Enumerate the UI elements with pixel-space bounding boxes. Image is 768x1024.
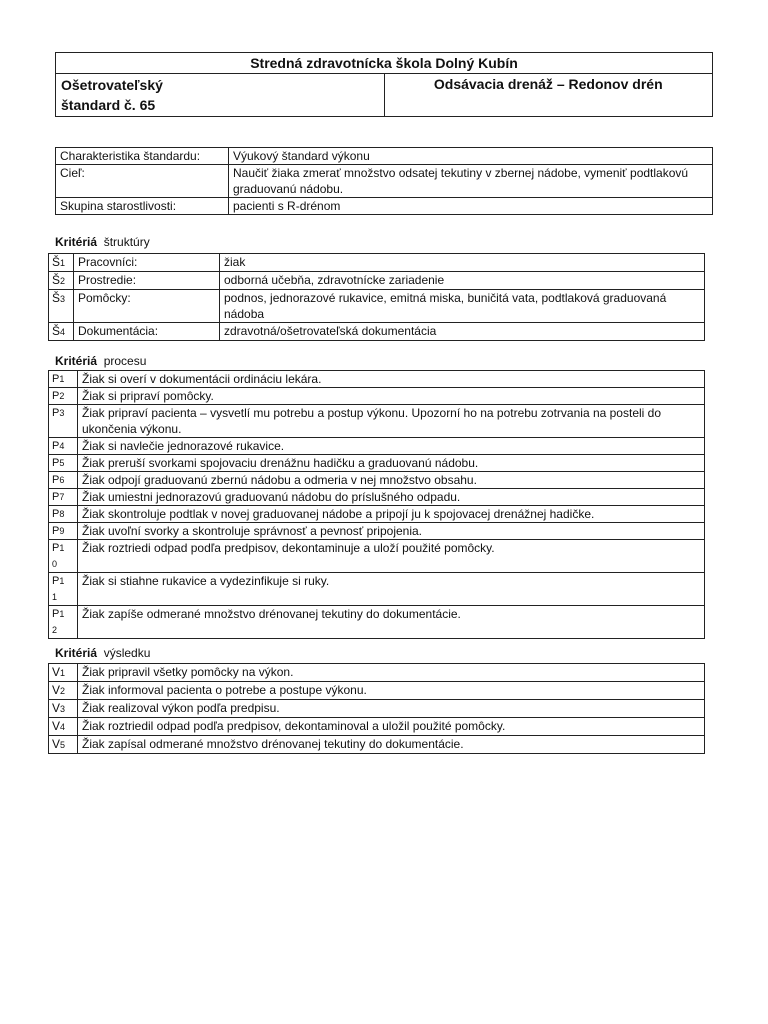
row-code — [49, 290, 74, 323]
code-number: 2 — [60, 686, 66, 696]
code-letter: Š — [52, 255, 61, 269]
result-item: Žiak roztriedil odpad podľa predpisov, dekontaminoval a uložil použité pomôcky. — [78, 718, 705, 736]
process-heading — [55, 353, 146, 369]
result-heading — [55, 645, 150, 661]
process-step: Žiak si navlečie jednorazové rukavice. — [78, 438, 705, 455]
table-row — [49, 272, 705, 290]
structure-key: Dokumentácia: — [74, 323, 220, 341]
char-value: pacienti s R-drénom — [229, 198, 713, 215]
row-code — [49, 438, 78, 455]
code-number-cont: 0 — [52, 559, 58, 569]
process-step: Žiak roztriedi odpad podľa predpisov, dekontaminuje a uloží použité pomôcky. — [78, 540, 705, 573]
code-number: 4 — [59, 441, 65, 451]
code-letter: P — [52, 373, 60, 385]
code-number: 1 — [59, 576, 65, 586]
process-step: Žiak skontroluje podtlak v novej graduovanej nádobe a pripojí ju k spojovacej drenážnej hadičke. — [78, 506, 705, 523]
code-letter: Š — [52, 273, 61, 287]
code-number: 1 — [60, 258, 66, 268]
process-step: Žiak si stiahne rukavice a vydezinfikuje si ruky. — [78, 573, 705, 606]
code-letter: P — [52, 575, 60, 587]
process-step: Žiak umiestni jednorazovú graduovanú nádobu do príslušného odpadu. — [78, 489, 705, 506]
school-name: Stredná zdravotnícka škola Dolný Kubín — [56, 53, 713, 74]
table-row — [49, 388, 705, 405]
row-code — [49, 573, 78, 606]
code-letter: P — [52, 474, 60, 486]
row-code — [49, 718, 78, 736]
table-row — [49, 540, 705, 573]
code-letter: P — [52, 508, 60, 520]
code-number: 9 — [59, 526, 65, 536]
result-item: Žiak realizoval výkon podľa predpisu. — [78, 700, 705, 718]
structure-value: podnos, jednorazové rukavice, emitná miska, buničitá vata, podtlaková graduovaná nádoba — [220, 290, 705, 323]
code-number: 2 — [59, 391, 65, 401]
structure-heading-bold: Kritériá — [55, 235, 98, 249]
structure-value: zdravotná/ošetrovateľská dokumentácia — [220, 323, 705, 341]
code-number: 1 — [60, 668, 66, 678]
row-code — [49, 682, 78, 700]
char-value: Naučiť žiaka zmerať množstvo odsatej tekutiny v zbernej nádobe, vymeniť podtlakovú graduovanú nádobu. — [229, 165, 713, 198]
result-heading-rest: výsledku — [97, 646, 151, 660]
structure-value: odborná učebňa, zdravotnícke zariadenie — [220, 272, 705, 290]
characteristics-table — [55, 147, 713, 215]
table-row — [49, 573, 705, 606]
row-code — [49, 371, 78, 388]
table-row — [56, 198, 713, 215]
standard-line-1: Ošetrovateľský — [61, 77, 163, 93]
code-letter: P — [52, 491, 60, 503]
table-row — [49, 664, 705, 682]
process-heading-bold: Kritériá — [55, 354, 98, 368]
process-step: Žiak uvoľní svorky a skontroluje správnosť a pevnosť pripojenia. — [78, 523, 705, 540]
result-table — [48, 663, 705, 754]
table-row — [49, 682, 705, 700]
code-number-cont: 1 — [52, 592, 58, 602]
standard-title: Odsávacia drenáž – Redonov drén — [384, 74, 713, 117]
code-letter: V — [52, 737, 61, 751]
row-code — [49, 472, 78, 489]
code-letter: P — [52, 407, 60, 419]
standard-number — [56, 74, 385, 117]
row-code — [49, 405, 78, 438]
table-row — [49, 736, 705, 754]
code-letter: Š — [52, 291, 61, 305]
table-row — [49, 405, 705, 438]
row-code — [49, 254, 74, 272]
code-number: 5 — [60, 740, 66, 750]
table-row — [49, 254, 705, 272]
row-code — [49, 540, 78, 573]
table-row — [49, 371, 705, 388]
code-letter: V — [52, 719, 61, 733]
char-value: Výukový štandard výkonu — [229, 148, 713, 165]
row-code — [49, 506, 78, 523]
code-letter: V — [52, 665, 61, 679]
process-heading-rest: procesu — [97, 354, 147, 368]
table-row — [49, 523, 705, 540]
code-number: 6 — [59, 475, 65, 485]
row-code — [49, 736, 78, 754]
table-row — [49, 438, 705, 455]
code-number: 3 — [59, 408, 65, 418]
code-letter: P — [52, 457, 60, 469]
code-number: 4 — [60, 722, 66, 732]
result-item: Žiak pripravil všetky pomôcky na výkon. — [78, 664, 705, 682]
standard-line-2: štandard č. 65 — [61, 97, 156, 113]
structure-table — [48, 253, 705, 341]
process-step: Žiak pripraví pacienta – vysvetlí mu potrebu a postup výkonu. Upozorní ho na potrebu zotrvania na posteli do ukončenia výkonu. — [78, 405, 705, 438]
structure-heading-rest: štruktúry — [97, 235, 150, 249]
char-key: Skupina starostlivosti: — [56, 198, 229, 215]
table-row — [49, 290, 705, 323]
code-number: 7 — [59, 492, 65, 502]
process-table — [48, 370, 705, 639]
structure-key: Pracovníci: — [74, 254, 220, 272]
process-step: Žiak preruší svorkami spojovaciu drenážnu hadičku a graduovanú nádobu. — [78, 455, 705, 472]
table-row — [49, 606, 705, 639]
table-row — [49, 700, 705, 718]
header-table — [55, 52, 713, 117]
process-step: Žiak si pripraví pomôcky. — [78, 388, 705, 405]
table-row — [56, 165, 713, 198]
code-number: 5 — [59, 458, 65, 468]
code-letter: P — [52, 542, 60, 554]
code-number: 2 — [60, 276, 66, 286]
row-code — [49, 455, 78, 472]
row-code — [49, 489, 78, 506]
result-heading-bold: Kritériá — [55, 646, 98, 660]
table-row — [49, 718, 705, 736]
process-step: Žiak odpojí graduovanú zbernú nádobu a odmeria v nej množstvo obsahu. — [78, 472, 705, 489]
process-step: Žiak si overí v dokumentácii ordináciu lekára. — [78, 371, 705, 388]
code-number: 3 — [60, 704, 66, 714]
code-number: 8 — [59, 509, 65, 519]
code-number: 1 — [59, 374, 65, 384]
process-step: Žiak zapíše odmerané množstvo drénovanej tekutiny do dokumentácie. — [78, 606, 705, 639]
code-letter: P — [52, 440, 60, 452]
row-code — [49, 664, 78, 682]
structure-key: Prostredie: — [74, 272, 220, 290]
code-number: 4 — [60, 327, 66, 337]
table-row — [49, 455, 705, 472]
structure-value: žiak — [220, 254, 705, 272]
code-letter: P — [52, 608, 60, 620]
code-letter: V — [52, 701, 61, 715]
row-code — [49, 606, 78, 639]
row-code — [49, 523, 78, 540]
table-row — [49, 506, 705, 523]
char-key: Charakteristika štandardu: — [56, 148, 229, 165]
table-row — [49, 472, 705, 489]
code-letter: V — [52, 683, 61, 697]
code-letter: Š — [52, 324, 61, 338]
row-code — [49, 700, 78, 718]
code-number-cont: 2 — [52, 625, 58, 635]
code-letter: P — [52, 390, 60, 402]
table-row — [49, 489, 705, 506]
table-row — [49, 323, 705, 341]
row-code — [49, 272, 74, 290]
char-key: Cieľ: — [56, 165, 229, 198]
row-code — [49, 323, 74, 341]
code-letter: P — [52, 525, 60, 537]
row-code — [49, 388, 78, 405]
code-number: 3 — [60, 294, 66, 304]
code-number: 1 — [59, 543, 65, 553]
structure-heading — [55, 234, 150, 250]
table-row — [56, 148, 713, 165]
structure-key: Pomôcky: — [74, 290, 220, 323]
code-number: 1 — [59, 609, 65, 619]
result-item: Žiak informoval pacienta o potrebe a postupe výkonu. — [78, 682, 705, 700]
result-item: Žiak zapísal odmerané množstvo drénovanej tekutiny do dokumentácie. — [78, 736, 705, 754]
